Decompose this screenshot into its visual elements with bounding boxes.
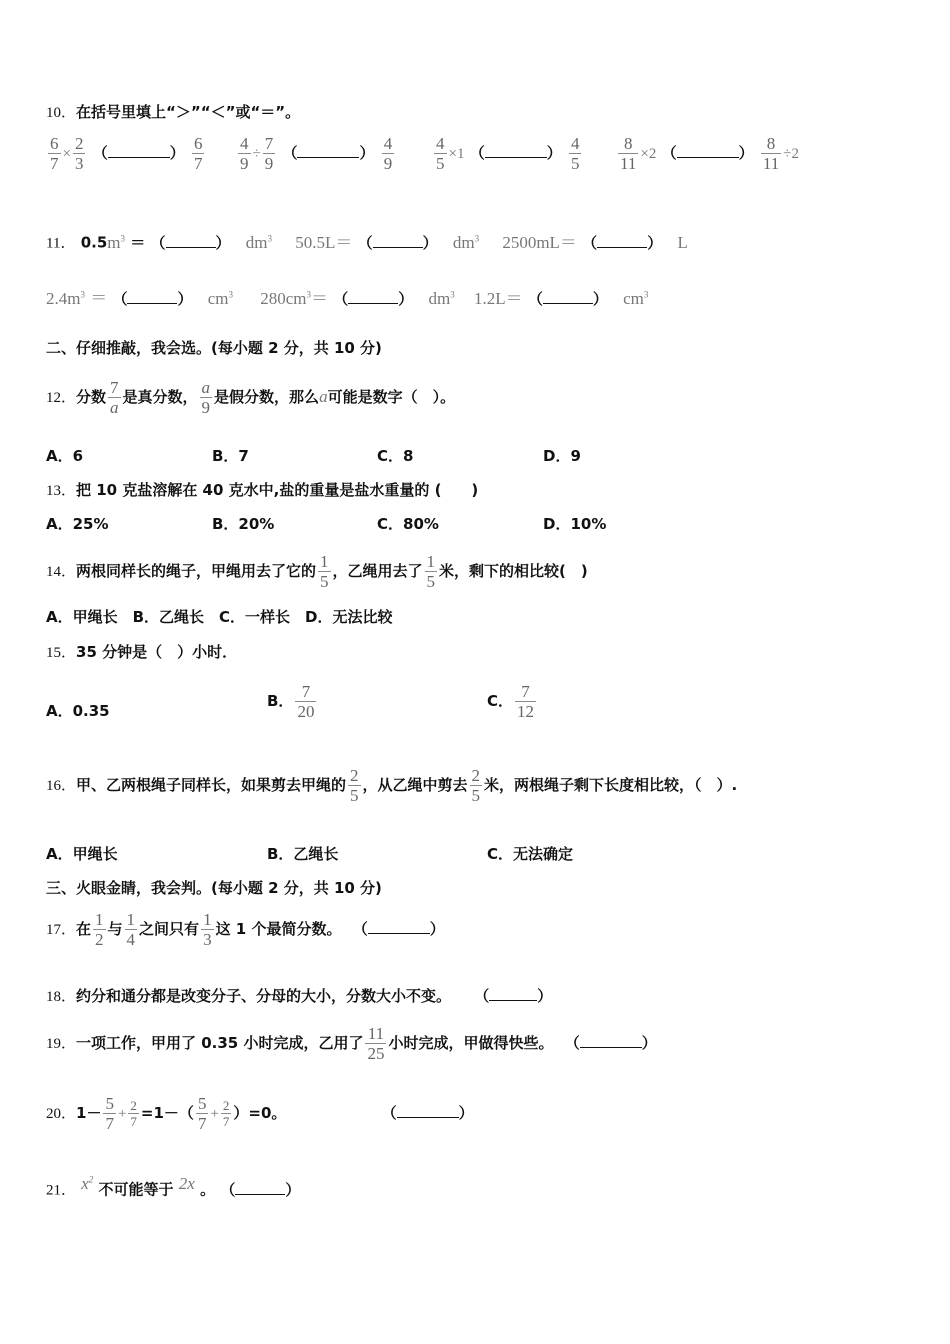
section-2-heading: 二、仔细推敲，我会选。(每小题 2 分，共 10 分) xyxy=(46,339,382,357)
q10-item-3: $\frac{4}{5}$ ×1 （ ） $\frac{4}{5}$ xyxy=(436,134,580,173)
q12-option-a[interactable]: A．6 xyxy=(46,447,84,465)
q12-option-c[interactable]: C．8 xyxy=(377,447,414,465)
question-10-stem xyxy=(46,102,300,123)
question-12: 12．分数 $\frac{7}{a}$ 是真分数， $\frac{a}{9}$ 是假分数，那么a可能是数字（ ）。 xyxy=(46,378,456,417)
question-number: 11． xyxy=(46,235,76,252)
q13-option-c[interactable]: C．80% xyxy=(377,515,439,533)
answer-blank[interactable]: （ ） xyxy=(282,146,375,162)
question-text: 在括号里填上“＞”“＜”或“＝”。 xyxy=(76,103,301,121)
q14-options[interactable]: A．甲绳长 B．乙绳长 C．一样长 D．无法比较 xyxy=(46,608,393,626)
answer-blank[interactable]: （ ） xyxy=(661,146,754,162)
question-16: 16．甲、乙两根绳子同样长，如果剪去甲绳的 $\frac{2}{5}$ ，从乙绳中剪去 $\frac{2}{5}$ 米，两根绳子剩下长度相比较，（ ）. xyxy=(46,766,738,805)
q15-option-c[interactable]: C． $\frac{7}{12}$ xyxy=(487,682,535,721)
answer-blank[interactable]: （ ） xyxy=(474,989,553,1005)
q16-option-a[interactable]: A．甲绳长 xyxy=(46,845,118,863)
q16-option-c[interactable]: C．无法确定 xyxy=(487,845,574,863)
fraction: $\frac{4}{9}$ xyxy=(383,134,393,173)
answer-blank[interactable]: （ ） xyxy=(112,291,193,308)
q10-item-2: $\frac{4}{9}$ ÷ $\frac{7}{9}$ （ ） $\frac{4}{9}$ xyxy=(240,134,393,173)
q10-item-1: $\frac{6}{7}$ × $\frac{2}{3}$ （ ） $\frac{6}{7}$ xyxy=(50,134,203,173)
answer-blank[interactable]: （ ） xyxy=(357,235,438,252)
question-21: 21． $x^2$ 不可能等于 2x 。 （ ） xyxy=(46,1170,300,1206)
fraction: $\frac{6}{7}$ xyxy=(50,134,59,173)
q13-option-d[interactable]: D．10% xyxy=(543,515,607,533)
answer-blank[interactable]: （ ） xyxy=(582,235,663,252)
q12-option-b[interactable]: B．7 xyxy=(212,447,249,465)
q15-option-a[interactable]: A．0.35 xyxy=(46,702,110,720)
fraction: $\frac{6}{7}$ xyxy=(193,134,203,173)
fraction: $\frac{7}{9}$ xyxy=(264,134,274,173)
question-number: 10． xyxy=(46,105,77,121)
question-19: 19．一项工作，甲用了 0.35 小时完成，乙用了 $\frac{11}{25}$ 小时完成，甲做得快些。 （ ） xyxy=(46,1024,657,1063)
fraction: $\frac{8}{11}$ xyxy=(762,134,780,173)
section-3-heading: 三、火眼金睛，我会判。(每小题 2 分，共 10 分) xyxy=(46,879,382,897)
fraction: $\frac{4}{5}$ xyxy=(570,134,580,173)
question-13: 13．把 10 克盐溶解在 40 克水中,盐的重量是盐水重量的 ( ) xyxy=(46,481,479,499)
answer-blank[interactable]: （ ） xyxy=(92,146,185,162)
q16-option-b[interactable]: B．乙绳长 xyxy=(267,845,339,863)
q13-option-b[interactable]: B．20% xyxy=(212,515,275,533)
answer-blank[interactable]: （ ） xyxy=(333,291,414,308)
q15-option-b[interactable]: B． $\frac{7}{20}$ xyxy=(267,682,315,721)
question-20: 20．1－ $\frac{5}{7}$ + $\frac{2}{7}$ =1－（ $\frac{5}{7}$ + $\frac{2}{7}$ ）=0。 （ ） xyxy=(46,1088,474,1139)
answer-blank[interactable]: （ ） xyxy=(352,922,445,938)
q12-option-d[interactable]: D．9 xyxy=(543,447,581,465)
question-11-row1: 11． $0.5m^3$ ＝ （ ） $dm^3$ 50.5L＝ （ ） $dm^3$ 2500mL＝ （ ） L xyxy=(46,232,688,252)
answer-blank[interactable]: （ ） xyxy=(469,146,562,162)
question-14: 14．两根同样长的绳子，甲绳用去了它的 $\frac{1}{5}$ ，乙绳用去了 $\frac{1}{5}$ 米，剩下的相比较( ) xyxy=(46,552,588,591)
fraction: $\frac{4}{9}$ xyxy=(240,134,249,173)
q10-item-4: $\frac{8}{11}$ ×2 （ ） $\frac{8}{11}$ ÷2 xyxy=(620,134,799,173)
q13-option-a[interactable]: A．25% xyxy=(46,515,109,533)
question-18: 18．约分和通分都是改变分子、分母的大小，分数大小不变。 （ ） xyxy=(46,987,553,1005)
answer-blank[interactable]: （ ） xyxy=(150,235,231,252)
fraction: $\frac{2}{3}$ xyxy=(74,134,84,173)
answer-blank[interactable]: （ ） xyxy=(220,1182,301,1199)
answer-blank[interactable]: （ ） xyxy=(564,1036,657,1052)
answer-blank[interactable]: （ ） xyxy=(527,291,608,308)
question-15: 15．35 分钟是（ ）小时． xyxy=(46,643,238,661)
answer-blank[interactable]: （ ） xyxy=(381,1106,474,1122)
question-17: 17．在 $\frac{1}{2}$ 与 $\frac{1}{4}$ 之间只有 $\frac{1}{3}$ 这 1 个最简分数。 （ ） xyxy=(46,910,445,949)
fraction: $\frac{4}{5}$ xyxy=(436,134,445,173)
fraction: $\frac{8}{11}$ xyxy=(620,134,637,173)
question-11-row2: $2.4m^3$ ＝ （ ） $cm^3$ $280cm^3=$ （ ） $dm^3$ 1.2L＝ （ ） $cm^3$ xyxy=(46,288,649,308)
